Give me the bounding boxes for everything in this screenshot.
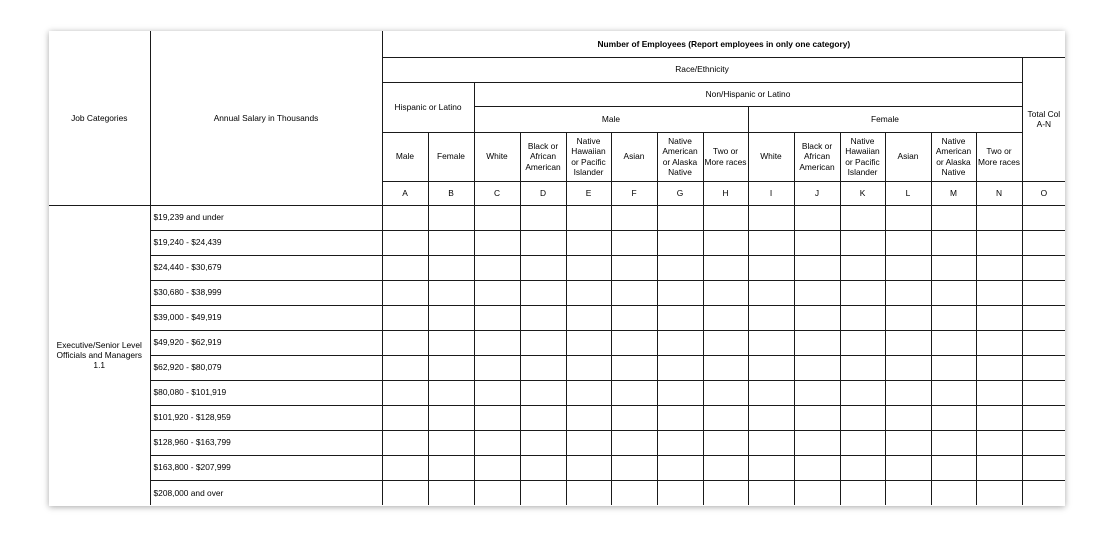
count-entry-cell[interactable] bbox=[474, 280, 520, 305]
total-col-letter: O bbox=[1022, 181, 1065, 205]
count-entry-cell[interactable] bbox=[1022, 480, 1065, 505]
count-entry-cell[interactable] bbox=[428, 205, 474, 230]
count-entry-cell[interactable] bbox=[1022, 380, 1065, 405]
count-entry-cell[interactable] bbox=[566, 230, 611, 255]
count-entry-cell[interactable] bbox=[382, 230, 428, 255]
count-entry-cell[interactable] bbox=[885, 230, 931, 255]
count-entry-cell[interactable] bbox=[794, 205, 840, 230]
count-entry-cell[interactable] bbox=[840, 455, 885, 480]
salary-range-cell: $39,000 - $49,919 bbox=[150, 305, 382, 330]
count-entry-cell[interactable] bbox=[885, 255, 931, 280]
count-entry-cell[interactable] bbox=[657, 255, 703, 280]
column-header: Native Hawaiian or Pacific Islander bbox=[840, 132, 885, 181]
salary-range-cell: $30,680 - $38,999 bbox=[150, 280, 382, 305]
count-entry-cell[interactable] bbox=[474, 205, 520, 230]
count-entry-cell[interactable] bbox=[566, 405, 611, 430]
employee-salary-table bbox=[49, 31, 1065, 505]
table-row bbox=[49, 305, 1065, 330]
count-entry-cell[interactable] bbox=[931, 305, 976, 330]
count-entry-cell[interactable] bbox=[1022, 230, 1065, 255]
count-entry-cell[interactable] bbox=[611, 380, 657, 405]
count-entry-cell[interactable] bbox=[611, 480, 657, 505]
count-entry-cell[interactable] bbox=[520, 355, 566, 380]
count-entry-cell[interactable] bbox=[474, 355, 520, 380]
count-entry-cell[interactable] bbox=[931, 430, 976, 455]
count-entry-cell[interactable] bbox=[382, 405, 428, 430]
table-row bbox=[49, 430, 1065, 455]
count-entry-cell[interactable] bbox=[976, 280, 1022, 305]
count-entry-cell[interactable] bbox=[520, 480, 566, 505]
count-entry-cell[interactable] bbox=[382, 205, 428, 230]
column-header: Male bbox=[382, 132, 428, 181]
table-row bbox=[49, 280, 1065, 305]
column-header: Native American or Alaska Native bbox=[657, 132, 703, 181]
table-row bbox=[49, 380, 1065, 405]
count-entry-cell[interactable] bbox=[611, 205, 657, 230]
count-entry-cell[interactable] bbox=[794, 330, 840, 355]
count-entry-cell[interactable] bbox=[1022, 355, 1065, 380]
count-entry-cell[interactable] bbox=[382, 305, 428, 330]
salary-range-cell: $24,440 - $30,679 bbox=[150, 255, 382, 280]
total-col-header: Total Col A-N bbox=[1022, 57, 1065, 181]
count-entry-cell[interactable] bbox=[657, 355, 703, 380]
column-header: White bbox=[748, 132, 794, 181]
count-entry-cell[interactable] bbox=[657, 455, 703, 480]
table-row bbox=[49, 480, 1065, 505]
count-entry-cell[interactable] bbox=[840, 305, 885, 330]
count-entry-cell[interactable] bbox=[1022, 455, 1065, 480]
salary-range-cell: $163,800 - $207,999 bbox=[150, 455, 382, 480]
count-entry-cell[interactable] bbox=[840, 405, 885, 430]
count-entry-cell[interactable] bbox=[976, 305, 1022, 330]
count-entry-cell[interactable] bbox=[657, 480, 703, 505]
table-row bbox=[49, 455, 1065, 480]
column-header: Asian bbox=[611, 132, 657, 181]
count-entry-cell[interactable] bbox=[748, 480, 794, 505]
count-entry-cell[interactable] bbox=[748, 430, 794, 455]
count-entry-cell[interactable] bbox=[885, 280, 931, 305]
job-category-cell: Executive/Senior Level Officials and Managers 1.1 bbox=[49, 205, 150, 505]
salary-range-cell: $19,240 - $24,439 bbox=[150, 230, 382, 255]
male-group-header: Male bbox=[474, 106, 748, 132]
count-entry-cell[interactable] bbox=[703, 305, 748, 330]
column-header: Two or More races bbox=[703, 132, 748, 181]
count-entry-cell[interactable] bbox=[520, 280, 566, 305]
count-entry-cell[interactable] bbox=[657, 430, 703, 455]
count-entry-cell[interactable] bbox=[611, 455, 657, 480]
count-entry-cell[interactable] bbox=[657, 205, 703, 230]
count-entry-cell[interactable] bbox=[976, 480, 1022, 505]
count-entry-cell[interactable] bbox=[657, 230, 703, 255]
table-row bbox=[49, 405, 1065, 430]
count-entry-cell[interactable] bbox=[976, 205, 1022, 230]
count-entry-cell[interactable] bbox=[428, 230, 474, 255]
column-letter: N bbox=[976, 181, 1022, 205]
count-entry-cell[interactable] bbox=[931, 480, 976, 505]
count-entry-cell[interactable] bbox=[611, 430, 657, 455]
female-group-header: Female bbox=[748, 106, 1022, 132]
count-entry-cell[interactable] bbox=[885, 405, 931, 430]
count-entry-cell[interactable] bbox=[840, 205, 885, 230]
count-entry-cell[interactable] bbox=[885, 430, 931, 455]
count-entry-cell[interactable] bbox=[703, 455, 748, 480]
count-entry-cell[interactable] bbox=[885, 380, 931, 405]
annual-salary-header: Annual Salary in Thousands bbox=[150, 31, 382, 205]
count-entry-cell[interactable] bbox=[657, 305, 703, 330]
count-entry-cell[interactable] bbox=[474, 330, 520, 355]
column-letter: I bbox=[748, 181, 794, 205]
count-entry-cell[interactable] bbox=[703, 205, 748, 230]
count-entry-cell[interactable] bbox=[566, 205, 611, 230]
count-entry-cell[interactable] bbox=[428, 430, 474, 455]
count-entry-cell[interactable] bbox=[657, 280, 703, 305]
count-entry-cell[interactable] bbox=[794, 255, 840, 280]
count-entry-cell[interactable] bbox=[931, 205, 976, 230]
column-letter: G bbox=[657, 181, 703, 205]
column-letter: D bbox=[520, 181, 566, 205]
count-entry-cell[interactable] bbox=[428, 255, 474, 280]
count-entry-cell[interactable] bbox=[840, 230, 885, 255]
number-of-employees-header: Number of Employees (Report employees in only one category) bbox=[382, 31, 1065, 57]
count-entry-cell[interactable] bbox=[382, 480, 428, 505]
column-letter: A bbox=[382, 181, 428, 205]
count-entry-cell[interactable] bbox=[931, 455, 976, 480]
count-entry-cell[interactable] bbox=[474, 380, 520, 405]
column-letter: K bbox=[840, 181, 885, 205]
hispanic-or-latino-header: Hispanic or Latino bbox=[382, 82, 474, 132]
count-entry-cell[interactable] bbox=[566, 480, 611, 505]
non-hispanic-or-latino-header: Non/Hispanic or Latino bbox=[474, 82, 1022, 106]
count-entry-cell[interactable] bbox=[566, 380, 611, 405]
count-entry-cell[interactable] bbox=[976, 230, 1022, 255]
count-entry-cell[interactable] bbox=[611, 280, 657, 305]
count-entry-cell[interactable] bbox=[657, 330, 703, 355]
count-entry-cell[interactable] bbox=[976, 330, 1022, 355]
column-letter: L bbox=[885, 181, 931, 205]
count-entry-cell[interactable] bbox=[611, 230, 657, 255]
count-entry-cell[interactable] bbox=[382, 430, 428, 455]
count-entry-cell[interactable] bbox=[885, 480, 931, 505]
count-entry-cell[interactable] bbox=[520, 330, 566, 355]
salary-range-cell: $49,920 - $62,919 bbox=[150, 330, 382, 355]
count-entry-cell[interactable] bbox=[794, 230, 840, 255]
count-entry-cell[interactable] bbox=[520, 230, 566, 255]
count-entry-cell[interactable] bbox=[566, 305, 611, 330]
count-entry-cell[interactable] bbox=[976, 380, 1022, 405]
count-entry-cell[interactable] bbox=[703, 330, 748, 355]
count-entry-cell[interactable] bbox=[1022, 255, 1065, 280]
count-entry-cell[interactable] bbox=[703, 230, 748, 255]
salary-range-cell: $80,080 - $101,919 bbox=[150, 380, 382, 405]
salary-range-cell: $208,000 and over bbox=[150, 480, 382, 505]
count-entry-cell[interactable] bbox=[566, 430, 611, 455]
count-entry-cell[interactable] bbox=[520, 405, 566, 430]
count-entry-cell[interactable] bbox=[428, 455, 474, 480]
column-header: Black or African American bbox=[520, 132, 566, 181]
count-entry-cell[interactable] bbox=[428, 405, 474, 430]
count-entry-cell[interactable] bbox=[611, 305, 657, 330]
count-entry-cell[interactable] bbox=[931, 355, 976, 380]
count-entry-cell[interactable] bbox=[474, 305, 520, 330]
count-entry-cell[interactable] bbox=[840, 280, 885, 305]
count-entry-cell[interactable] bbox=[382, 255, 428, 280]
eeo-form-frame bbox=[49, 31, 1065, 506]
count-entry-cell[interactable] bbox=[703, 405, 748, 430]
count-entry-cell[interactable] bbox=[474, 430, 520, 455]
count-entry-cell[interactable] bbox=[748, 405, 794, 430]
count-entry-cell[interactable] bbox=[382, 280, 428, 305]
count-entry-cell[interactable] bbox=[976, 355, 1022, 380]
column-header: Native American or Alaska Native bbox=[931, 132, 976, 181]
race-ethnicity-header: Race/Ethnicity bbox=[382, 57, 1022, 82]
count-entry-cell[interactable] bbox=[976, 430, 1022, 455]
count-entry-cell[interactable] bbox=[931, 380, 976, 405]
count-entry-cell[interactable] bbox=[428, 355, 474, 380]
count-entry-cell[interactable] bbox=[748, 455, 794, 480]
job-categories-header: Job Categories bbox=[49, 31, 150, 205]
count-entry-cell[interactable] bbox=[885, 205, 931, 230]
count-entry-cell[interactable] bbox=[657, 380, 703, 405]
count-entry-cell[interactable] bbox=[748, 330, 794, 355]
count-entry-cell[interactable] bbox=[611, 405, 657, 430]
count-entry-cell[interactable] bbox=[520, 305, 566, 330]
count-entry-cell[interactable] bbox=[885, 455, 931, 480]
count-entry-cell[interactable] bbox=[1022, 330, 1065, 355]
column-letter: H bbox=[703, 181, 748, 205]
count-entry-cell[interactable] bbox=[931, 330, 976, 355]
count-entry-cell[interactable] bbox=[748, 205, 794, 230]
count-entry-cell[interactable] bbox=[520, 205, 566, 230]
table-row bbox=[49, 330, 1065, 355]
count-entry-cell[interactable] bbox=[520, 430, 566, 455]
column-header: White bbox=[474, 132, 520, 181]
column-letter: C bbox=[474, 181, 520, 205]
count-entry-cell[interactable] bbox=[703, 255, 748, 280]
count-entry-cell[interactable] bbox=[840, 330, 885, 355]
column-letter: M bbox=[931, 181, 976, 205]
count-entry-cell[interactable] bbox=[474, 405, 520, 430]
count-entry-cell[interactable] bbox=[611, 255, 657, 280]
count-entry-cell[interactable] bbox=[382, 380, 428, 405]
count-entry-cell[interactable] bbox=[428, 330, 474, 355]
count-entry-cell[interactable] bbox=[885, 355, 931, 380]
count-entry-cell[interactable] bbox=[382, 455, 428, 480]
count-entry-cell[interactable] bbox=[428, 380, 474, 405]
count-entry-cell[interactable] bbox=[703, 380, 748, 405]
count-entry-cell[interactable] bbox=[1022, 430, 1065, 455]
count-entry-cell[interactable] bbox=[794, 405, 840, 430]
column-header: Asian bbox=[885, 132, 931, 181]
count-entry-cell[interactable] bbox=[566, 280, 611, 305]
count-entry-cell[interactable] bbox=[474, 230, 520, 255]
count-entry-cell[interactable] bbox=[474, 255, 520, 280]
count-entry-cell[interactable] bbox=[520, 455, 566, 480]
count-entry-cell[interactable] bbox=[428, 305, 474, 330]
count-entry-cell[interactable] bbox=[703, 280, 748, 305]
count-entry-cell[interactable] bbox=[931, 230, 976, 255]
count-entry-cell[interactable] bbox=[794, 355, 840, 380]
count-entry-cell[interactable] bbox=[794, 280, 840, 305]
count-entry-cell[interactable] bbox=[976, 455, 1022, 480]
count-entry-cell[interactable] bbox=[976, 405, 1022, 430]
count-entry-cell[interactable] bbox=[976, 255, 1022, 280]
count-entry-cell[interactable] bbox=[840, 380, 885, 405]
column-header: Black or African American bbox=[794, 132, 840, 181]
count-entry-cell[interactable] bbox=[794, 305, 840, 330]
count-entry-cell[interactable] bbox=[885, 305, 931, 330]
count-entry-cell[interactable] bbox=[748, 305, 794, 330]
table-row bbox=[49, 205, 1065, 230]
count-entry-cell[interactable] bbox=[1022, 305, 1065, 330]
count-entry-cell[interactable] bbox=[566, 355, 611, 380]
column-header: Female bbox=[428, 132, 474, 181]
count-entry-cell[interactable] bbox=[748, 380, 794, 405]
count-entry-cell[interactable] bbox=[794, 430, 840, 455]
count-entry-cell[interactable] bbox=[382, 355, 428, 380]
count-entry-cell[interactable] bbox=[703, 430, 748, 455]
count-entry-cell[interactable] bbox=[840, 430, 885, 455]
count-entry-cell[interactable] bbox=[566, 455, 611, 480]
count-entry-cell[interactable] bbox=[748, 280, 794, 305]
count-entry-cell[interactable] bbox=[611, 330, 657, 355]
table-row bbox=[49, 230, 1065, 255]
count-entry-cell[interactable] bbox=[520, 380, 566, 405]
column-letter: J bbox=[794, 181, 840, 205]
count-entry-cell[interactable] bbox=[885, 330, 931, 355]
count-entry-cell[interactable] bbox=[931, 255, 976, 280]
count-entry-cell[interactable] bbox=[794, 455, 840, 480]
count-entry-cell[interactable] bbox=[611, 355, 657, 380]
count-entry-cell[interactable] bbox=[748, 255, 794, 280]
column-letter: B bbox=[428, 181, 474, 205]
count-entry-cell[interactable] bbox=[840, 255, 885, 280]
salary-range-cell: $19,239 and under bbox=[150, 205, 382, 230]
count-entry-cell[interactable] bbox=[428, 480, 474, 505]
salary-range-cell: $62,920 - $80,079 bbox=[150, 355, 382, 380]
salary-range-cell: $101,920 - $128,959 bbox=[150, 405, 382, 430]
count-entry-cell[interactable] bbox=[657, 405, 703, 430]
count-entry-cell[interactable] bbox=[1022, 205, 1065, 230]
count-entry-cell[interactable] bbox=[794, 480, 840, 505]
count-entry-cell[interactable] bbox=[703, 355, 748, 380]
count-entry-cell[interactable] bbox=[794, 380, 840, 405]
count-entry-cell[interactable] bbox=[382, 330, 428, 355]
salary-range-cell: $128,960 - $163,799 bbox=[150, 430, 382, 455]
count-entry-cell[interactable] bbox=[1022, 280, 1065, 305]
table-row bbox=[49, 255, 1065, 280]
count-entry-cell[interactable] bbox=[474, 455, 520, 480]
count-entry-cell[interactable] bbox=[566, 330, 611, 355]
column-letter: F bbox=[611, 181, 657, 205]
column-header: Two or More races bbox=[976, 132, 1022, 181]
count-entry-cell[interactable] bbox=[566, 255, 611, 280]
count-entry-cell[interactable] bbox=[428, 280, 474, 305]
count-entry-cell[interactable] bbox=[703, 480, 748, 505]
column-header: Native Hawaiian or Pacific Islander bbox=[566, 132, 611, 181]
table-row bbox=[49, 355, 1065, 380]
count-entry-cell[interactable] bbox=[840, 480, 885, 505]
count-entry-cell[interactable] bbox=[748, 230, 794, 255]
count-entry-cell[interactable] bbox=[840, 355, 885, 380]
count-entry-cell[interactable] bbox=[520, 255, 566, 280]
count-entry-cell[interactable] bbox=[474, 480, 520, 505]
count-entry-cell[interactable] bbox=[931, 405, 976, 430]
count-entry-cell[interactable] bbox=[748, 355, 794, 380]
column-letter: E bbox=[566, 181, 611, 205]
count-entry-cell[interactable] bbox=[1022, 405, 1065, 430]
count-entry-cell[interactable] bbox=[931, 280, 976, 305]
